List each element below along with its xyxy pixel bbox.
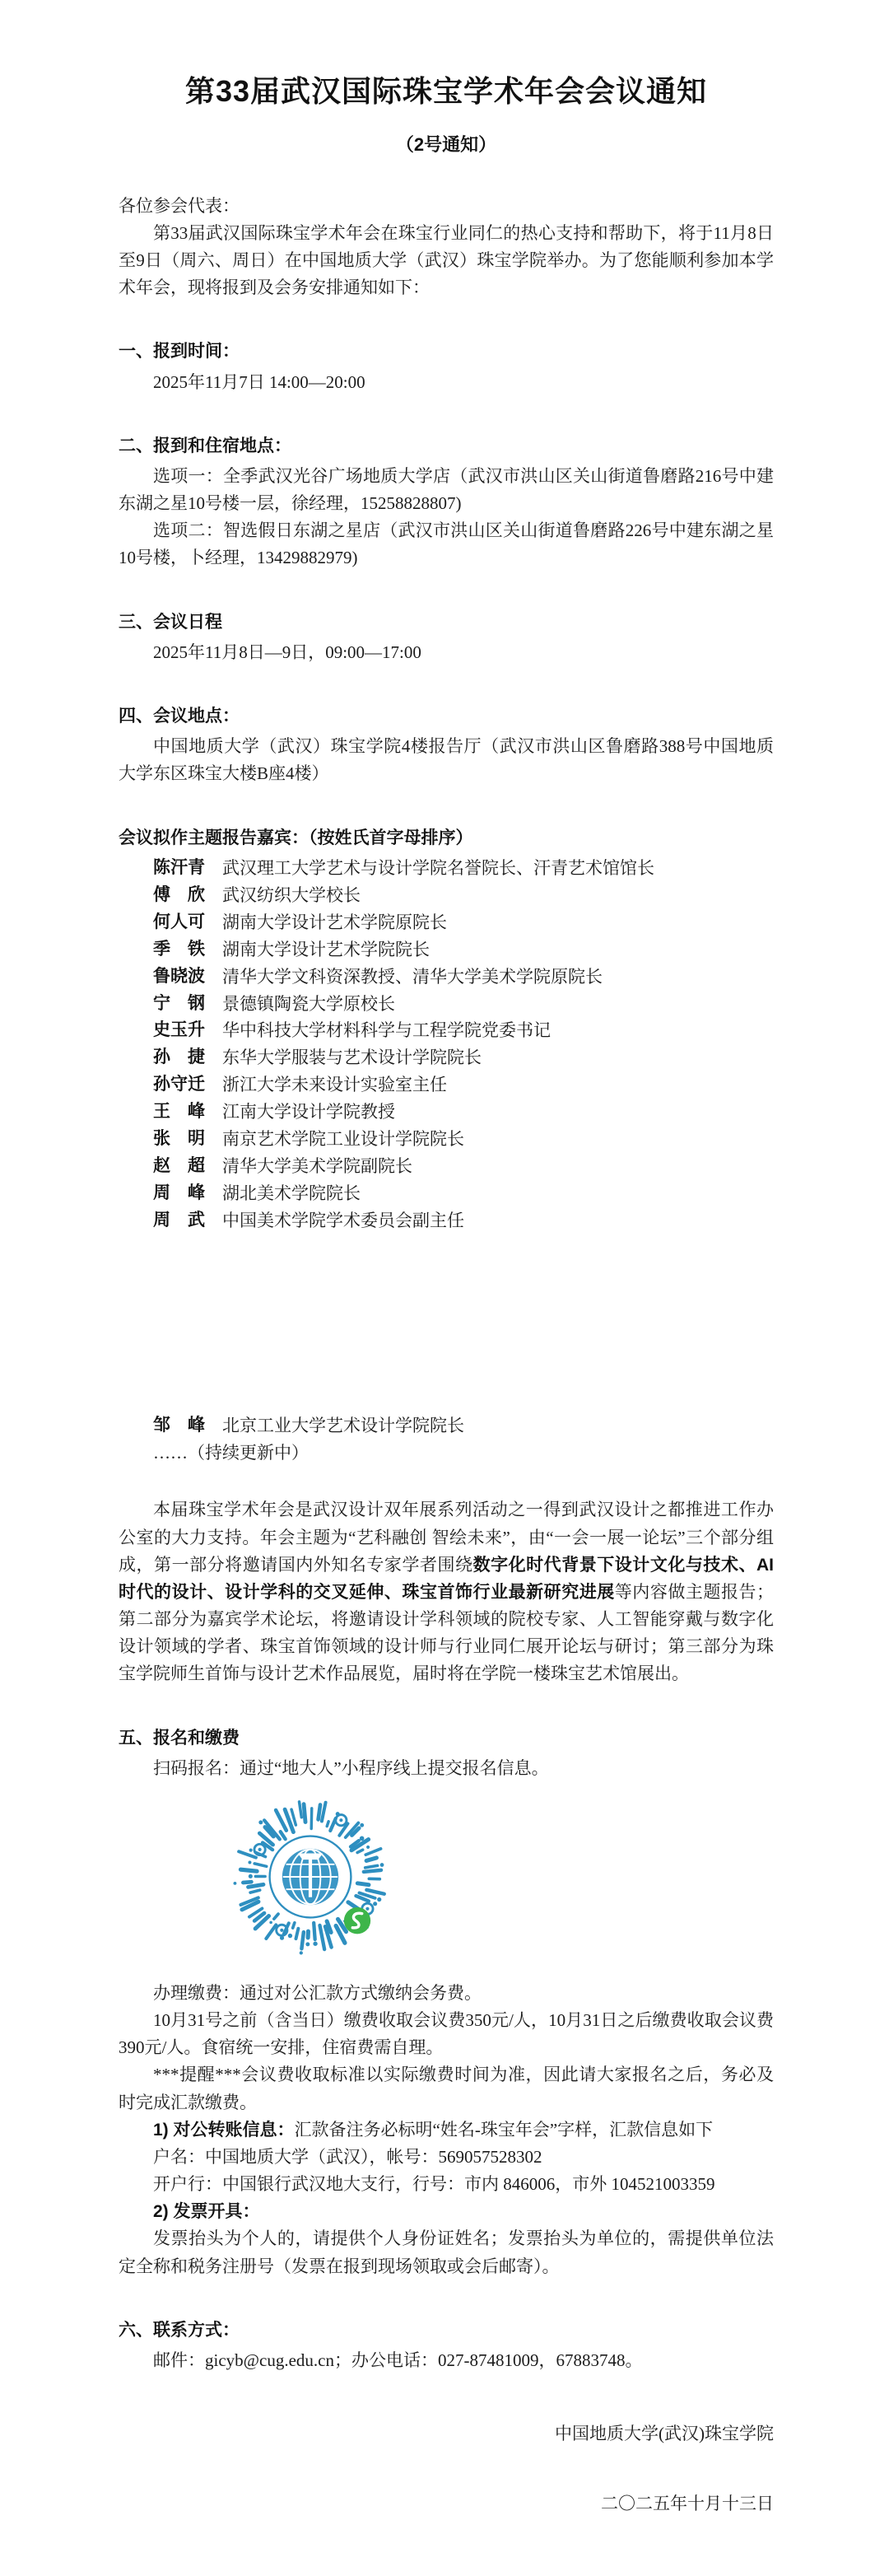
speaker-title: 中国美术学院学术委员会副主任 (222, 1207, 774, 1234)
speaker-title: 清华大学美术学院副院长 (222, 1153, 774, 1180)
section3-heading: 三、会议日程 (119, 609, 774, 636)
speaker-row (153, 991, 774, 1018)
about-topics-bold: 数字化时代背景下设计文化与技术、AI时代的设计、设计学科的交叉延伸、珠宝首饰行业最新研究进展 (119, 1556, 774, 1602)
speaker-row (153, 1099, 774, 1126)
speaker-name: 周 峰 (153, 1180, 222, 1207)
speaker-name: 孙守迁 (153, 1071, 222, 1099)
speaker-name: 孙 捷 (153, 1044, 222, 1071)
speaker-name: 季 铁 (153, 936, 222, 964)
section3-content: 2025年11月8日—9日，09:00—17:00 (119, 639, 774, 666)
speaker-title: 湖北美术学院院长 (222, 1180, 774, 1207)
speaker-title: 东华大学服装与艺术设计学院院长 (222, 1044, 774, 1071)
speaker-row (153, 909, 774, 936)
scan-register-line: 扫码报名：通过“地大人”小程序线上提交报名信息。 (119, 1755, 774, 1782)
speakers-heading: 会议拟作主题报告嘉宾：（按姓氏首字母排序） (119, 824, 774, 852)
speaker-row (153, 936, 774, 964)
speaker-row (153, 1153, 774, 1180)
speaker-name: 陈汗青 (153, 855, 222, 882)
speaker-title: 南京艺术学院工业设计学院院长 (222, 1126, 774, 1153)
page-break-whitespace (119, 1234, 774, 1409)
invoice-label: 2) 发票开具： (119, 2198, 774, 2225)
section4-content: 中国地质大学（武汉）珠宝学院4楼报告厅（武汉市洪山区鲁磨路388号中国地质大学东区珠宝大楼B座4楼） (119, 733, 774, 787)
speaker-title: 北京工业大学艺术设计学院院长 (222, 1412, 774, 1440)
invoice-text: 发票抬头为个人的，请提供个人身份证姓名；发票抬头为单位的，需提供单位法定全称和税务注册号（发票在报到现场领取或会后邮寄）。 (119, 2225, 774, 2280)
section4-heading: 四、会议地点： (119, 702, 774, 730)
transfer-info-label: 1) 对公转账信息： (153, 2121, 295, 2140)
bank-branch-line: 开户行：中国银行武汉地大支行，行号：市内 846006，市外 104521003359 (119, 2171, 774, 2198)
about-text-1: 本届珠宝学术年会是武汉设计双年展系列活动之一得到武汉设计之都推进工作办公室的大力支持。年会主题为“艺科融创 智绘未来”，由“一会一展一论坛”三个部分组成，第一部分将邀请国内外知名专家学者围绕 (119, 1500, 774, 1574)
speaker-row (153, 1180, 774, 1207)
speaker-title: 景德镇陶瓷大学原校长 (222, 991, 774, 1018)
speaker-name: 王 峰 (153, 1099, 222, 1126)
lodging-option-2: 选项二：智选假日东湖之星店（武汉市洪山区关山街道鲁磨路226号中建东湖之星10号楼，卜经理，13429882979) (119, 517, 774, 572)
footer-date: 二〇二五年十月十三日 (119, 2490, 774, 2518)
payment-fee-line: 10月31号之前（含当日）缴费收取会议费350元/人，10月31日之后缴费收取会议费390元/人。食宿统一安排，住宿费需自理。 (119, 2007, 774, 2061)
speaker-row (153, 1017, 774, 1044)
speaker-title: 华中科技大学材料科学与工程学院党委书记 (222, 1017, 774, 1044)
lodging-option-1: 选项一：全季武汉光谷广场地质大学店（武汉市洪山区关山街道鲁磨路216号中建东湖之星10号楼一层，徐经理，15258828807) (119, 463, 774, 517)
salutation: 各位参会代表： (119, 193, 774, 220)
speaker-name: 周 武 (153, 1207, 222, 1234)
speakers-updating-note: ……（持续更新中） (153, 1440, 774, 1467)
speaker-row (153, 964, 774, 991)
section1-heading: 一、报到时间： (119, 338, 774, 365)
about-text-2: 等内容做主题报告；第二部分为嘉宾学术论坛，将邀请设计学科领域的院校专家、人工智能穿戴与数字化设计领域的学者、珠宝首饰领域的设计师与行业同仁展开论坛与研讨；第三部分为珠宝学院师生首饰与设计艺术作品展览，届时将在学院一楼珠宝艺术馆展出。 (119, 1582, 774, 1684)
intro-paragraph: 第33届武汉国际珠宝学术年会在珠宝行业同仁的热心支持和帮助下，将于11月8日至9日（周六、周日）在中国地质大学（武汉）珠宝学院举办。为了您能顺利参加本学术年会，现将报到及会务安排通知如下： (119, 220, 774, 302)
speaker-row (153, 855, 774, 882)
speaker-row (153, 1071, 774, 1099)
miniprogram-qr-code (232, 1799, 389, 1955)
speaker-title: 武汉纺织大学校长 (222, 882, 774, 909)
notice-subtitle: （2号通知） (119, 131, 774, 160)
section1-content: 2025年11月7日 14:00—20:00 (119, 369, 774, 396)
page-title: 第33届武汉国际珠宝学术年会会议通知 (119, 72, 774, 110)
section6-heading: 六、联系方式： (119, 2317, 774, 2344)
speaker-title: 江南大学设计学院教授 (222, 1099, 774, 1126)
payment-reminder: ***提醒***会议费收取标准以实际缴费时间为准，因此请大家报名之后，务必及时完成汇款缴费。 (119, 2061, 774, 2116)
speaker-row (153, 1126, 774, 1153)
speaker-title: 湖南大学设计艺术学院院长 (222, 936, 774, 964)
speaker-name: 宁 钢 (153, 991, 222, 1018)
speaker-row (153, 882, 774, 909)
speaker-list (119, 855, 774, 1235)
speaker-title: 武汉理工大学艺术与设计学院名誉院长、汗青艺术馆馆长 (222, 855, 774, 882)
speaker-title: 湖南大学设计艺术学院原院长 (222, 909, 774, 936)
contact-line: 邮件：gicyb@cug.edu.cn；办公电话：027-87481009，67883748。 (119, 2347, 774, 2374)
transfer-info-line (119, 2116, 774, 2144)
bank-account-line: 户名：中国地质大学（武汉），帐号：569057528302 (119, 2144, 774, 2171)
speaker-name: 张 明 (153, 1126, 222, 1153)
speaker-list-continued (119, 1412, 774, 1440)
cug-logo (270, 1836, 351, 1918)
speaker-row (153, 1044, 774, 1071)
speaker-title: 浙江大学未来设计实验室主任 (222, 1071, 774, 1099)
speaker-name: 赵 超 (153, 1153, 222, 1180)
transfer-info-text: 汇款备注务必标明“姓名-珠宝年会”字样，汇款信息如下 (295, 2120, 714, 2140)
speaker-title: 清华大学文科资深教授、清华大学美术学院原院长 (222, 964, 774, 991)
speaker-name: 史玉升 (153, 1017, 222, 1044)
speaker-name: 傅 欣 (153, 882, 222, 909)
footer-organization: 中国地质大学(武汉)珠宝学院 (119, 2420, 774, 2448)
section2-heading: 二、报到和住宿地点： (119, 432, 774, 460)
speaker-name: 鲁晓波 (153, 964, 222, 991)
wechat-miniprogram-icon (344, 1907, 370, 1934)
about-paragraph (119, 1496, 774, 1687)
payment-method-line: 办理缴费：通过对公汇款方式缴纳会务费。 (119, 1980, 774, 2007)
speaker-name: 何人可 (153, 909, 222, 936)
speaker-row (153, 1207, 774, 1234)
qr-sunburst (232, 1799, 389, 1955)
section5-heading: 五、报名和缴费 (119, 1724, 774, 1752)
speaker-name: 邹 峰 (153, 1412, 222, 1440)
speaker-row (153, 1412, 774, 1440)
